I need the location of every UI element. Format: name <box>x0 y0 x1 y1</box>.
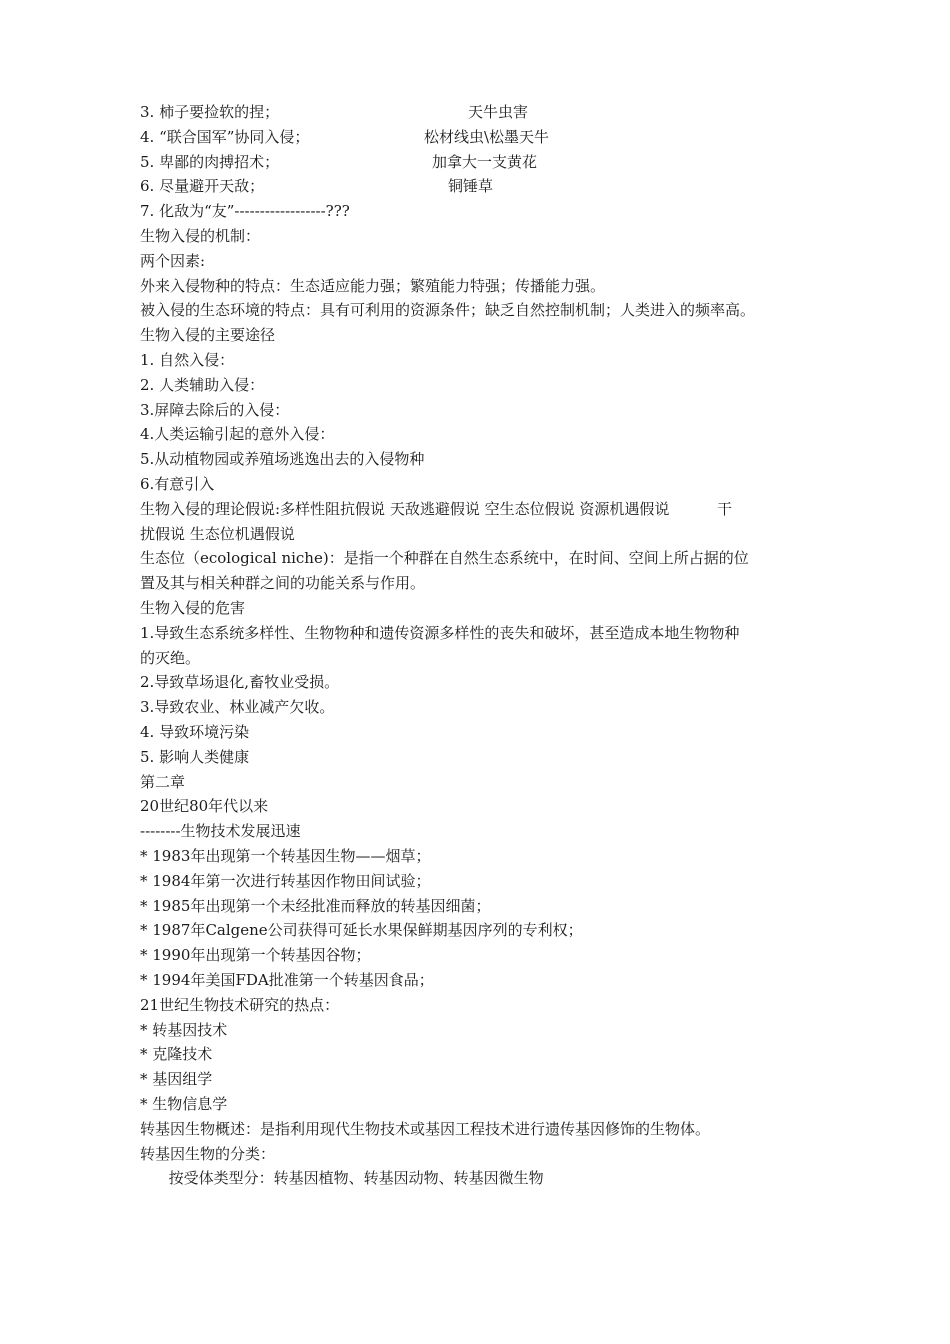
text-line: 转基因生物的分类： <box>140 1144 276 1163</box>
text-line: 20世纪80年代以来 <box>140 797 269 816</box>
text-line: 1.导致生态系统多样性、生物物种和遗传资源多样性的丧失和破坏，甚至造成本地生物物种 <box>140 623 740 642</box>
text-line: * 1987年Calgene公司获得可延长水果保鲜期基因序列的专利权； <box>140 921 583 940</box>
text-line: 2. 人类辅助入侵： <box>140 375 265 394</box>
text-line: 被入侵的生态环境的特点：具有可利用的资源条件；缺乏自然控制机制；人类进入的频率高。 <box>140 301 756 320</box>
list-item-example: 铜锤草 <box>448 177 494 196</box>
list-item-label: 6. 尽量避开天敌； <box>140 177 265 196</box>
text-line: 生物入侵的危害 <box>140 599 246 617</box>
text-line: 扰假说 生态位机遇假说 <box>140 524 295 543</box>
text-line: 生物入侵的理论假说:多样性阻抗假说 天敌逃避假说 空生态位假说 资源机遇假说 干 <box>140 499 733 518</box>
text-line: 5.从动植物园或养殖场逃逸出去的入侵物种 <box>140 450 425 469</box>
text-line: 置及其与相关种群之间的功能关系与作用。 <box>140 574 426 593</box>
text-line: 4. 导致环境污染 <box>140 723 250 741</box>
text-line: 7. 化敌为“友”------------------??? <box>140 202 350 221</box>
list-item-label: 5. 卑鄙的肉搏招术； <box>140 152 280 171</box>
list-item-example: 松材线虫\松墨天牛 <box>424 127 550 146</box>
list-item-example: 加拿大一支黄花 <box>432 152 538 171</box>
text-line: * 1994年美国FDA批准第一个转基因食品； <box>140 971 434 989</box>
text-line: * 生物信息学 <box>140 1095 228 1113</box>
text-line: 5. 影响人类健康 <box>140 747 250 766</box>
text-line: 的灭绝。 <box>140 648 201 667</box>
text-line: 转基因生物概述：是指利用现代生物技术或基因工程技术进行遗传基因修饰的生物体。 <box>140 1119 711 1138</box>
text-line: 3.屏障去除后的入侵： <box>140 400 290 419</box>
text-line: * 基因组学 <box>140 1070 213 1089</box>
text-line: 6.有意引入 <box>140 475 215 493</box>
text-line: * 1983年出现第一个转基因生物——烟草； <box>140 847 431 865</box>
text-line: 生态位（ecological niche)：是指一个种群在自然生态系统中，在时间、空间上所占据的位 <box>140 549 749 568</box>
text-line: 4.人类运输引起的意外入侵： <box>140 425 335 444</box>
text-line: * 1985年出现第一个未经批准而释放的转基因细菌； <box>140 896 491 915</box>
list-item-label: 4. “联合国军”协同入侵； <box>140 127 310 146</box>
text-line: 生物入侵的主要途径 <box>140 326 276 345</box>
list-item-label: 3. 柿子要捡软的捏； <box>140 103 280 121</box>
text-line: 两个因素: <box>140 251 206 270</box>
text-line: 3.导致农业、林业减产欠收。 <box>140 698 335 717</box>
text-line: 21世纪生物技术研究的热点： <box>140 995 340 1014</box>
text-line: * 1984年第一次进行转基因作物田间试验； <box>140 871 431 890</box>
text-line: 第二章 <box>140 772 186 791</box>
text-line: 2.导致草场退化,畜牧业受损。 <box>140 673 340 692</box>
text-line: 生物入侵的机制： <box>140 227 261 245</box>
text-line: 按受体类型分：转基因植物、转基因动物、转基因微生物 <box>140 1169 544 1188</box>
text-line: 外来入侵物种的特点：生态适应能力强；繁殖能力特强；传播能力强。 <box>140 276 606 295</box>
text-line: --------生物技术发展迅速 <box>140 822 301 841</box>
text-line: * 1990年出现第一个转基因谷物； <box>140 946 371 965</box>
text-line: 1. 自然入侵： <box>140 351 235 369</box>
text-line: * 转基因技术 <box>140 1020 228 1039</box>
list-item-example: 天牛虫害 <box>468 103 529 121</box>
text-line: * 克隆技术 <box>140 1045 213 1064</box>
